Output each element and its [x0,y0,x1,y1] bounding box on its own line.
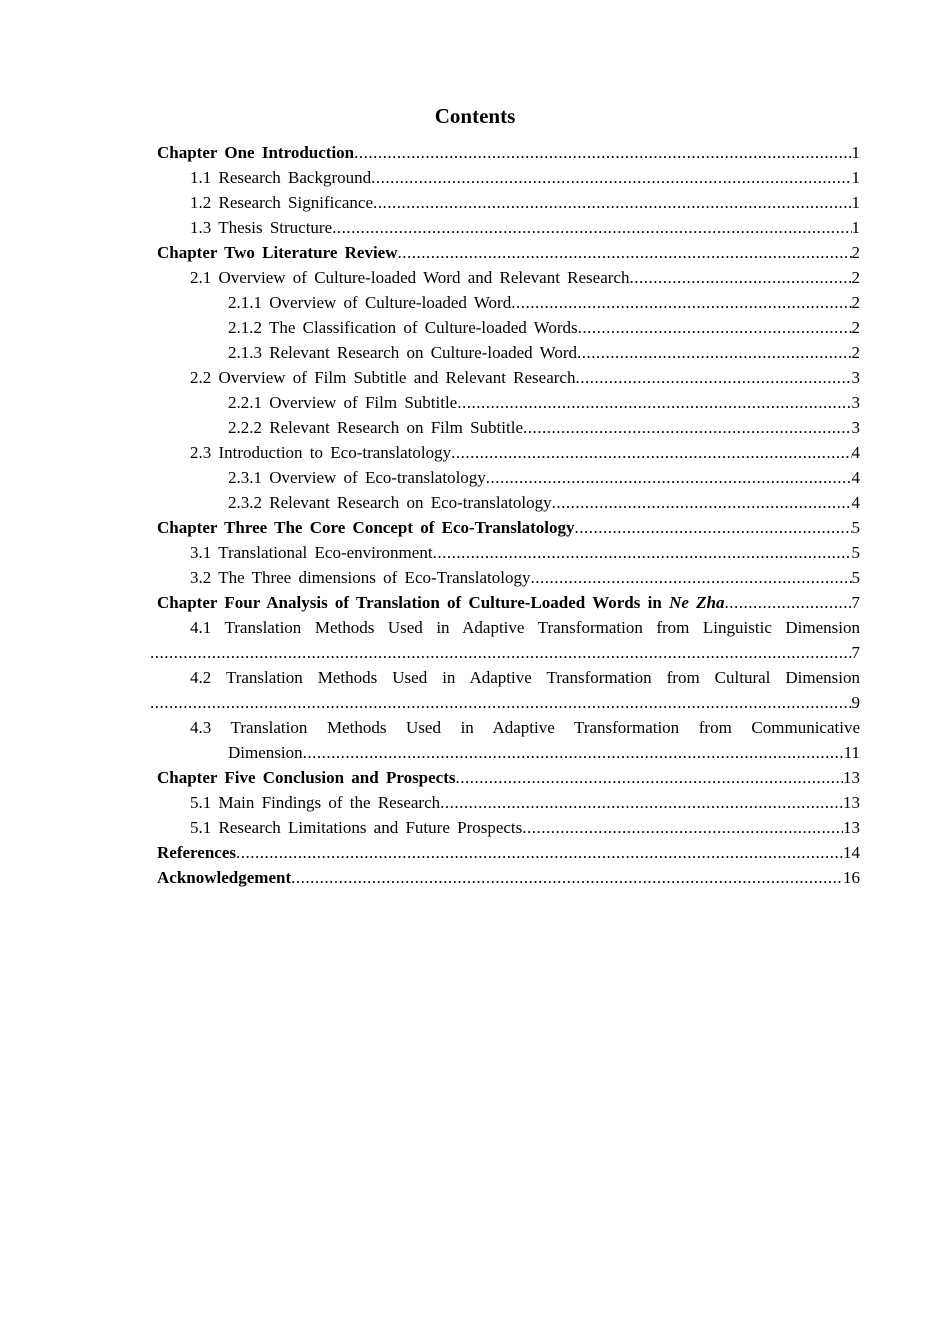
toc-entry-title: 5.1 Main Findings of the Research [190,793,441,812]
toc-entry[interactable] [150,265,860,290]
dot-leader [354,140,851,165]
toc-entry-title: 1.2 Research Significance [190,193,374,212]
toc-page-number: 16 [843,868,860,887]
toc-entry[interactable] [150,840,860,865]
toc-entry[interactable] [150,465,860,490]
dot-leader [150,690,852,715]
toc-page-number: 2 [851,318,860,337]
toc-page-number: 1 [851,143,860,162]
toc-entry[interactable] [150,215,860,240]
toc-page-number: 1 [851,218,860,237]
toc-entry-wrapped-title[interactable]: 4.1 Translation Methods Used in Adaptive Transformation from Linguistic Dimension [190,618,860,637]
toc-entry[interactable] [150,565,860,590]
toc-entry[interactable] [150,190,860,215]
toc-page-number: 4 [851,443,860,462]
toc-entry[interactable] [150,765,860,790]
dot-leader [398,240,852,265]
toc-entry[interactable] [150,815,860,840]
toc-entry[interactable] [150,440,860,465]
dot-leader [523,415,852,440]
toc-entry-title: 3.2 The Three dimensions of Eco-Translatology [190,568,531,587]
dot-leader [291,865,843,890]
dot-leader [530,565,851,590]
toc-entry[interactable] [150,390,860,415]
toc-entry-title: 2.1.3 Relevant Research on Culture-loaded Word [228,343,577,362]
toc-page-number: 13 [843,768,860,787]
dot-leader [577,340,852,365]
toc-entry[interactable] [150,140,860,165]
toc-page-number: 13 [843,793,860,812]
toc-page-number: 4 [851,468,860,487]
toc-entry-continuation[interactable] [150,640,860,665]
toc-entry-wrapped-title[interactable]: 4.3 Translation Methods Used in Adaptive Transformation from Communicative [190,718,860,737]
toc-entry-title: Chapter One Introduction [157,143,355,162]
toc-page-number: 7 [851,643,860,662]
toc-page-number: 2 [851,243,860,262]
toc-entry[interactable] [150,790,860,815]
toc-page-number: 13 [843,818,860,837]
dot-leader [511,290,851,315]
dot-leader [575,365,851,390]
toc-page-number: 5 [851,518,860,537]
dot-leader [457,390,851,415]
toc-entry-title: Chapter Two Literature Review [157,243,398,262]
toc-entry-title: References [157,843,236,862]
toc-page-number: 5 [851,543,860,562]
toc-entry[interactable] [150,340,860,365]
toc-entry[interactable] [150,590,860,615]
toc-entry-title: 1.3 Thesis Structure [190,218,333,237]
toc-entry-title: Chapter Three The Core Concept of Eco-Translatology [157,518,575,537]
toc-entry-title: 2.3.1 Overview of Eco-translatology [228,468,486,487]
toc-entry-title [157,590,724,615]
dot-leader [150,640,852,665]
toc-entry-title: Chapter Five Conclusion and Prospects [157,768,456,787]
dot-leader [236,840,843,865]
dot-leader [552,490,852,515]
dot-leader [574,515,851,540]
dot-leader [451,440,851,465]
toc-entry-title: 2.2.2 Relevant Research on Film Subtitle [228,418,523,437]
dot-leader [332,215,851,240]
toc-entry-title: 3.1 Translational Eco-environment [190,543,433,562]
toc-entry[interactable] [150,490,860,515]
dot-leader [433,540,852,565]
toc-page-number: 2 [851,293,860,312]
toc-entry-title: 2.1.2 The Classification of Culture-loaded Words [228,318,578,337]
toc-page-number: 3 [851,393,860,412]
toc-entry-continuation[interactable] [150,690,860,715]
film-title: Ne Zha [669,593,725,612]
toc-page-number: 2 [851,268,860,287]
dot-leader [440,790,843,815]
toc-page-number: 4 [851,493,860,512]
toc-entry-title: 2.2 Overview of Film Subtitle and Relevant Research [190,368,576,387]
toc-entry[interactable] [150,290,860,315]
dot-leader [373,190,851,215]
page-title: Contents [434,104,516,128]
toc-page-number: 1 [851,168,860,187]
toc-page-number: 1 [851,193,860,212]
toc-entry-title: Acknowledgement [157,868,292,887]
table-of-contents [150,140,860,890]
dot-leader [724,590,851,615]
toc-entry-title: 2.2.1 Overview of Film Subtitle [228,393,458,412]
dot-leader [578,315,852,340]
toc-entry-continuation[interactable] [150,740,860,765]
toc-entry[interactable] [150,365,860,390]
toc-entry[interactable] [150,865,860,890]
toc-entry-title: 2.3.2 Relevant Research on Eco-translatology [228,493,552,512]
toc-page-number: 9 [851,693,860,712]
toc-entry[interactable] [150,165,860,190]
toc-entry[interactable] [150,315,860,340]
toc-entry-wrapped-title[interactable]: 4.2 Translation Methods Used in Adaptive Transformation from Cultural Dimension [190,668,860,687]
toc-page-number: 3 [851,418,860,437]
toc-page-number: 2 [851,343,860,362]
toc-page-number: 14 [843,843,860,862]
dot-leader [303,740,844,765]
dot-leader [522,815,843,840]
toc-entry-title: 5.1 Research Limitations and Future Prospects [190,818,523,837]
toc-entry[interactable] [150,415,860,440]
dot-leader [629,265,851,290]
toc-page-number: 7 [851,593,860,612]
dot-leader [486,465,852,490]
toc-entry[interactable] [150,515,860,540]
toc-entry[interactable] [150,240,860,265]
toc-entry-title: 2.1 Overview of Culture-loaded Word and Relevant Research [190,268,630,287]
toc-page-number: 3 [851,368,860,387]
dot-leader [456,765,843,790]
toc-entry-title: Dimension [228,743,303,762]
toc-entry[interactable] [150,540,860,565]
toc-page-number: 5 [851,568,860,587]
dot-leader [371,165,851,190]
toc-entry-title: 2.3 Introduction to Eco-translatology [190,443,452,462]
toc-page-number: 11 [843,743,860,762]
toc-entry-title: 1.1 Research Background [190,168,372,187]
toc-entry-title-text: Chapter Four Analysis of Translation of Culture-Loaded Words in [157,593,662,612]
toc-entry-title: 2.1.1 Overview of Culture-loaded Word [228,293,512,312]
